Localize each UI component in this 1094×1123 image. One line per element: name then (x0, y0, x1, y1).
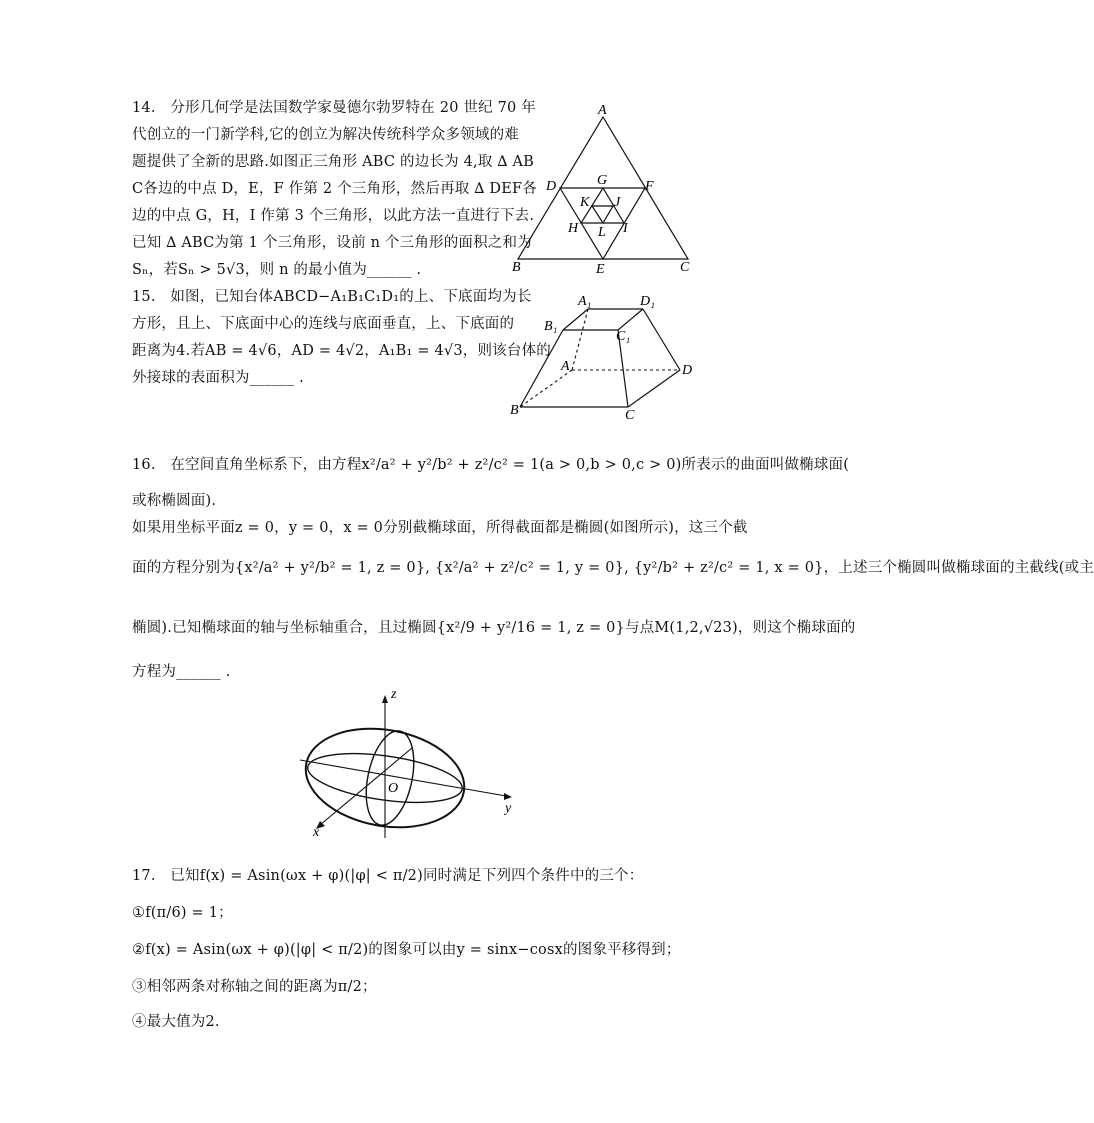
label-C: C (625, 408, 635, 423)
label-C: C (680, 260, 690, 275)
q16-line-6: 方程为______ . (132, 664, 231, 680)
q17-condition-2: ②f(x) = Asin(ωx + φ)(|φ| < π/2)的图象可以由y = sinx−cosx的图象平移得到； (132, 942, 681, 958)
label-A: A (561, 359, 570, 374)
label-I: I (623, 221, 628, 236)
frustum-figure (508, 290, 698, 422)
axis-y-label: y (505, 801, 512, 816)
q16-line-3: 如果用坐标平面z = 0，y = 0，x = 0分别截椭球面，所得截面都是椭圆(如图所示)，这三个截 (132, 520, 748, 536)
label-K: K (580, 195, 590, 210)
q17-line-1: 17. 已知f(x) = Asin(ωx + φ)(|φ| < π/2)同时满足下列四个条件中的三个： (132, 868, 644, 884)
label-B1: B₁ (544, 319, 558, 334)
label-D: D (682, 363, 693, 378)
ellipsoid-figure (290, 688, 530, 838)
axis-z-label: z (391, 687, 397, 702)
q14-line-3: 题提供了全新的思路.如图正三角形 ABC 的边长为 4,取 ∆ AB (132, 154, 535, 170)
label-B: B (510, 403, 519, 418)
axis-x-label: x (313, 825, 320, 840)
label-F: F (645, 179, 654, 194)
q15-line-1: 15. 如图，已知台体ABCD−A₁B₁C₁D₁的上、下底面均为长 (132, 289, 532, 305)
label-H: H (568, 221, 579, 236)
label-B: B (512, 260, 521, 275)
q17-condition-4: ④最大值为2. (132, 1014, 220, 1030)
q14-line-4: C各边的中点 D，E，F 作第 2 个三角形，然后再取 ∆ DEF各 (132, 181, 537, 197)
q16-line-1: 16. 在空间直角坐标系下，由方程x²/a² + y²/b² + z²/c² = 1(a > 0,b > 0,c > 0)所表示的曲面叫做椭球面( (132, 457, 850, 473)
label-A: A (598, 103, 607, 118)
label-D1: D₁ (640, 294, 655, 309)
q15-line-4: 外接球的表面积为______ . (132, 370, 304, 386)
q14-line-6: 已知 ∆ ABC为第 1 个三角形，设前 n 个三角形的面积之和为 (132, 235, 532, 251)
q15-line-3: 距离为4.若AB = 4√6，AD = 4√2，A₁B₁ = 4√3，则该台体的 (132, 343, 551, 359)
q17-condition-3: ③相邻两条对称轴之间的距离为π/2； (132, 979, 377, 995)
q16-line-4: 面的方程分别为{x²/a² + y²/b² = 1, z = 0}, {x²/a² + z²/c² = 1, y = 0}, {y²/b² + z²/c² = 1, x = 0}，上述三个椭圆叫做椭球面的主截线(或主 (132, 560, 1094, 576)
label-E: E (596, 262, 605, 277)
q14-line-7: Sₙ，若Sₙ > 5√3，则 n 的最小值为______ . (132, 262, 422, 278)
q16-line-2: 或称椭圆面). (132, 493, 217, 509)
q14-line-5: 边的中点 G，H，I 作第 3 个三角形，以此方法一直进行下去. (132, 208, 535, 224)
label-C1: C₁ (616, 329, 631, 344)
fractal-triangle-figure (508, 100, 698, 276)
label-J: J (614, 195, 621, 210)
q15-line-2: 方形，且上、下底面中心的连线与底面垂直，上、下底面的 (132, 316, 515, 332)
label-D: D (546, 179, 557, 194)
q17-condition-1: ①f(π/6) = 1； (132, 905, 233, 921)
q14-line-2: 代创立的一门新学科,它的创立为解决传统科学众多领域的难 (132, 127, 520, 143)
label-L: L (598, 225, 606, 240)
q16-line-5: 椭圆).已知椭球面的轴与坐标轴重合，且过椭圆{x²/9 + y²/16 = 1, z = 0}与点M(1,2,√23)，则这个椭球面的 (132, 620, 856, 636)
q14-line-1: 14. 分形几何学是法国数学家曼德尔勃罗特在 20 世纪 70 年 (132, 100, 536, 116)
origin-O-label: O (388, 781, 399, 796)
label-A1: A₁ (578, 294, 592, 309)
label-G: G (597, 173, 608, 188)
